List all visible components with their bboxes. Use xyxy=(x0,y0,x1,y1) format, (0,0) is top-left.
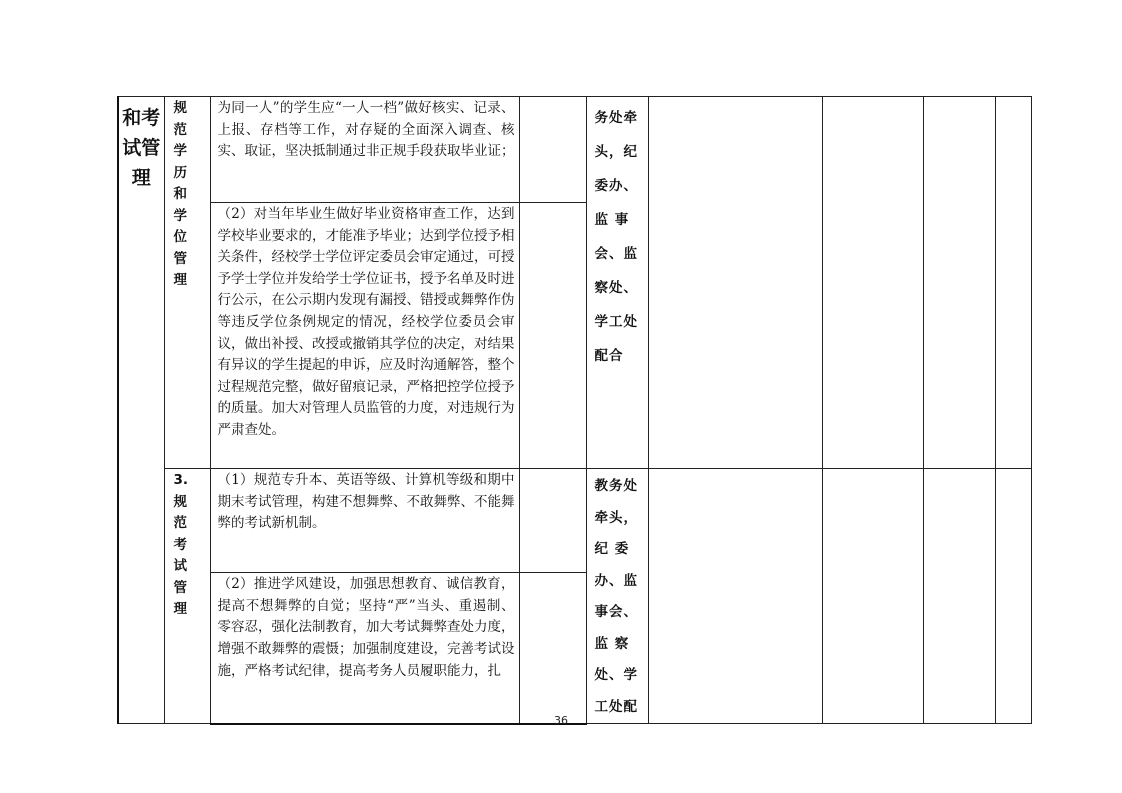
empty-cell xyxy=(923,469,995,724)
content-text: （2）对当年毕业生做好毕业资格审查工作，达到学校毕业要求的，才能准予毕业；达到学位授予相关条件，经校学士学位评定委员会审定通过，可授予学士学位并发给学士学位证书，授予名单及时进行公示，在公示期内发现有漏授、错授或舞弊作伪等违反学位条例规定的情况，经校学位委员会审议，做出补授、改授或撤销其学位的决定，对结果有异议的学生提起的申诉，应及时沟通解答，整个过程规范完整，做好留痕记录，严格把控学位授予的质量。加大对管理人员监管的力度，对违规行为严肃查处。 xyxy=(217,206,515,438)
content-cell xyxy=(210,203,519,469)
department-text: 务处牵头，纪委办、监 事会、监察处、学工处配合 xyxy=(594,110,638,364)
department-cell xyxy=(586,469,648,724)
responsibility-table xyxy=(117,96,1032,725)
content-text: （1）规范专升本、英语等级、计算机等级和期中期末考试管理，构建不想舞弊、不敢舞弊、不能舞弊的考试新机制。 xyxy=(217,472,515,532)
content-cell xyxy=(210,97,519,203)
department-text: 教务处牵头，纪 委办、监事会、监 察处、学工处配 xyxy=(594,478,638,715)
empty-cell xyxy=(648,469,822,724)
subcategory-label: 规范学历和学位管理 xyxy=(173,100,187,288)
empty-cell xyxy=(519,469,586,573)
category-cell xyxy=(118,97,164,724)
content-text: 为同一人”的学生应“一人一档”做好核实、记录、上报、存档等工作，对存疑的全面深入调查、核实、取证，坚决抵制通过非正规手段获取毕业证； xyxy=(217,100,515,160)
empty-cell xyxy=(995,469,1031,724)
content-text: （2）推进学风建设，加强思想教育、诚信教育，提高不想舞弊的自觉；坚持“严”当头、重遏制、零容忍，强化法制教育，加大考试舞弊查处力度，增强不敢舞弊的震慑；加强制度建设，完善考试设施，严格考试纪律，提高考务人员履职能力，扎 xyxy=(217,576,515,679)
department-cell xyxy=(586,97,648,469)
empty-cell xyxy=(822,97,923,469)
empty-cell xyxy=(648,97,822,469)
subcategory-cell xyxy=(164,97,210,469)
empty-cell xyxy=(519,97,586,203)
content-cell xyxy=(210,573,519,724)
subcategory-cell xyxy=(164,469,210,724)
empty-cell xyxy=(923,97,995,469)
empty-cell xyxy=(519,573,586,724)
table-row xyxy=(118,469,1031,573)
empty-cell xyxy=(995,97,1031,469)
page-number: 36 xyxy=(554,714,568,727)
empty-cell xyxy=(519,203,586,469)
category-label: 和考试管理 xyxy=(122,107,161,189)
content-cell xyxy=(210,469,519,573)
subcategory-label: 3.规范考试管理 xyxy=(173,472,189,617)
table-row xyxy=(118,97,1031,203)
empty-cell xyxy=(822,469,923,724)
